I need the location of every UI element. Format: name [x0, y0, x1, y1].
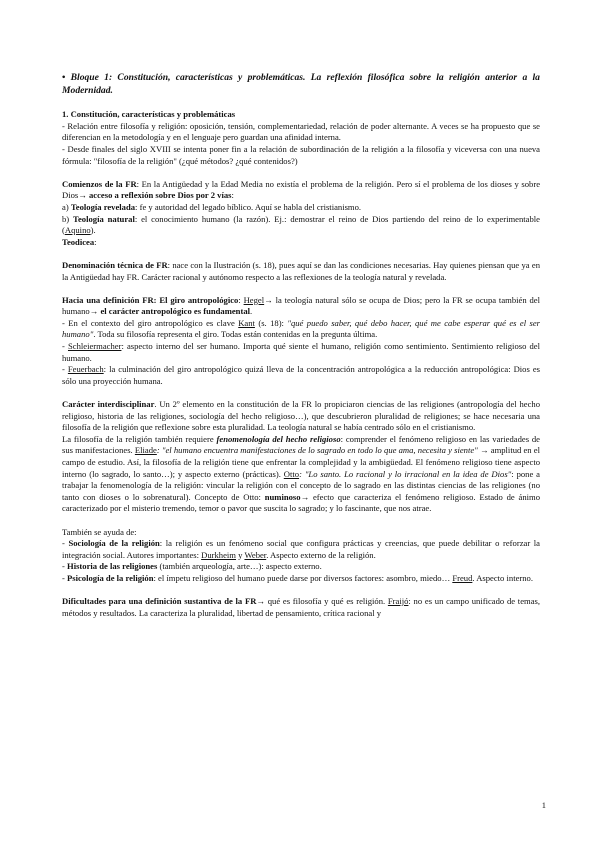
title-bullet: • [62, 72, 66, 83]
title-text: Bloque 1: Constitución, características y problemáticas. La reflexión filosófica sobre la religión anterior a la Modernidad. [62, 72, 540, 96]
hegel-name: Hegel [243, 294, 265, 305]
psicologia-item [62, 573, 540, 585]
dificultades-label: Dificultades para una definición sustantiva de la FR [62, 596, 257, 607]
feuer-text: : la culminación del giro antropológico quizá lleva de la concentración antropológica a la reducción antropológica: Dios es sólo una proyección humana. [62, 364, 540, 386]
psicologia-text: : el ímpetu religioso del humano puede darse por diversos factores: asombro, miedo… [153, 572, 453, 583]
eliade-quote: : "el humano encuentra manifestaciones de lo sagrado en todo lo que ama, necesita y siente" [156, 445, 478, 456]
teodicea-label: Teodicea [62, 236, 95, 247]
giro-antropologico-label: : El giro antropológico [153, 294, 239, 305]
denominacion-label: Denominación técnica de FR [62, 259, 168, 270]
teodicea-line [62, 237, 540, 249]
sociologia-text: : la religión es un fenómeno social que configura prácticas y creencias, que puede debilitar o reforzar la integración social. Autores importantes: [62, 538, 540, 560]
fraijo-name: Fraijó [387, 596, 409, 607]
aquino-name: Aquino [64, 225, 91, 236]
psi-pre: - [62, 572, 68, 583]
conjunction: y [236, 549, 245, 560]
comienzos-label: Comienzos de la FR [62, 178, 137, 189]
hegel-end: . [250, 306, 253, 317]
weber-name: Weber [244, 549, 267, 560]
sociologia-label: Sociología de la religión [68, 538, 160, 549]
durkheim-name: Durkheim [201, 549, 236, 560]
teologia-revelada-item: a) Teología revelada: fe y autoridad del legado bíblico. Aquí se habla del cristianismo. [62, 201, 362, 212]
comienzos-paragraph [62, 179, 540, 202]
otto-quote: : "Lo santo. Lo racional y lo irracional en la idea de Dios" [299, 468, 512, 479]
fenomenologia-mid: : comprender el fenómeno religioso en las variedades de sus manifestaciones. [62, 433, 540, 456]
kant-mid: (s. 18): [254, 317, 288, 328]
sociologia-end: . Aspecto externo de la religión. [266, 549, 376, 560]
document-page [62, 72, 540, 619]
historia-item [62, 561, 540, 573]
eliade-text: → amplitud en el campo de estudio. Así, la filosofía de la religión tiene que enfrentar la complejidad y la ambigüedad. El fenómeno religioso tiene aspecto interno (lo sagrado, lo santo…); y aspecto externo (prácticas). [62, 445, 540, 479]
freud-name: Freud [452, 572, 473, 583]
feuer-pre: - [62, 364, 68, 375]
fenomenologia-paragraph [62, 434, 540, 515]
teodicea-colon: : [94, 236, 97, 247]
hegel-text: → la teología natural sólo se ocupa de Dios; pero la FR se ocupa también del humano→ [62, 294, 540, 317]
psicologia-label: Psicología de la religión [67, 572, 154, 583]
historia-label: Historia de las religiones [67, 561, 158, 572]
hacia-label: Hacia una definición FR [62, 294, 154, 305]
hegel-emphasis: el carácter antropológico es fundamental [100, 306, 251, 317]
otto-name: Otto [283, 468, 300, 479]
kant-paragraph [62, 318, 540, 341]
section1-paragraph-1: - Relación entre filosofía y religión: oposición, tensión, complementariedad, relación de poder alternante. A veces se ha propuesto que se diferencian en la metodología y en el lenguaje pero guardan una afinidad interna. [62, 120, 540, 143]
section1-heading-text: 1. Constitución, características y problemáticas [62, 109, 236, 120]
comienzos-colon: : [231, 190, 234, 201]
feuerbach-name: Feuerbach [67, 364, 104, 375]
hist-pre: - [62, 561, 68, 572]
comienzos-emphasis: acceso a reflexión sobre Dios por 2 vías [86, 190, 232, 201]
caracter-text: . Un 2º elemento en la constitución de la FR lo propiciaron ciencias de las religiones (antropología del hecho religioso, historia de las religiones, sociología del hecho religioso…), que descubrieron pluralidad de religiones; se hace necesaria una filosofía de la religión que reflexione sobre esta pluralidad. La teología natural se había centrado sólo en el cristianismo. [62, 399, 540, 433]
otto-text: : pone a trabajar la fenomenología de la religión: vincular la religión con el concepto de lo sagrado en las distintas ciencias de las religiones (no tanto con dioses o lo sobrenatural). Concepto de Otto: [62, 468, 540, 502]
caracter-paragraph [62, 399, 540, 434]
eliade-name: Eliade [134, 445, 157, 456]
ayuda-intro: También se ayuda de: [62, 526, 137, 537]
teologia-natural-text: : el conocimiento humano (la razón). Ej.: demostrar el reino de Dios partiendo del reino de lo experimentable ( [62, 213, 540, 236]
caracter-label: Carácter interdisciplinar [62, 399, 155, 410]
dificultades-paragraph [62, 596, 540, 619]
teologia-natural-label: Teología natural [73, 213, 135, 224]
page-number: 1 [541, 800, 546, 810]
psicologia-end: . Aspecto interno. [472, 572, 533, 583]
schleiermacher-paragraph [62, 341, 540, 364]
dificultades-text: → qué es filosofía y qué es religión. [256, 596, 388, 607]
hacia-paragraph [62, 295, 540, 318]
schleier-pre: - [62, 341, 68, 352]
arrow-glyph: → [78, 190, 87, 201]
hacia-sep: : [238, 294, 244, 305]
kant-name: Kant [238, 317, 255, 328]
numinoso-term: numinoso [264, 491, 301, 502]
teologia-natural-item: b) Teología natural: el conocimiento humano (la razón). Ej.: demostrar el reino de Dios partiendo del reino de lo experimentable (Aquino). [62, 213, 540, 236]
schleier-text: : aspecto interno del ser humano. Importa qué siente el humano, religión como sentimiento. Sentimiento religioso del humano. [62, 341, 540, 363]
numinoso-text: → efecto que caracteriza el fenómeno religioso. Estado de ánimo caracterizado por el misterio tremendo, temor o pavor que suscita lo sagrado; y lo fascinante, que nos atrae. [62, 491, 540, 514]
section1-paragraph-2: - Desde finales del siglo XVIII se intenta poner fin a la relación de subordinación de la religión a la filosofía y viceversa con una nueva fórmula: "filosofía de la religión" (¿qué métodos? ¿qué contenidos?) [62, 143, 540, 166]
sociologia-item [62, 538, 540, 561]
dificultades-text-2: : no es un campo unificado de temas, métodos y resultados. La caracteriza la pluralidad, libertad de pensamiento, crítica racional y [62, 596, 540, 618]
comienzos-text: : En la Antigüedad y la Edad Media no existía el problema de la religión. Pero sí el problema de los dioses y sobre Dios [62, 178, 541, 201]
feuerbach-paragraph [62, 364, 540, 387]
kant-end: . Toda su filosofía representa el giro. Todas están contenidas en la pregunta última. [93, 329, 378, 340]
teologia-revelada-label: Teología revelada [70, 201, 136, 212]
teologia-revelada-text: : fe y autoridad del legado bíblico. Aquí se habla del cristianismo. [135, 201, 362, 212]
teologia-natural-end: ). [90, 225, 96, 236]
kant-quote: "qué puedo saber, qué debo hacer, qué me cabe esperar qué es el ser humano" [62, 317, 540, 340]
kant-pre: - En el contexto del giro antropológico es clave [62, 317, 239, 328]
denominacion-paragraph [62, 260, 540, 283]
soc-pre: - [62, 538, 69, 549]
section1-heading [62, 109, 540, 121]
fenomenologia-label: fenomenología del hecho religioso [216, 433, 341, 444]
historia-text: (también arqueología, arte…): aspecto externo. [157, 561, 322, 572]
block-title [62, 72, 540, 97]
fenomenologia-pre: La filosofía de la religión también requiere [62, 433, 217, 444]
denominacion-text: : nace con la Ilustración (s. 18), pues aquí se dan las condiciones necesarias. Hay quienes piensan que ya en la Antigüedad hay FR. Carácter racional y autónomo respecto a las reflexiones de la teología natural y revelada. [62, 259, 540, 282]
schleiermacher-name: Schleiermacher [67, 341, 122, 352]
